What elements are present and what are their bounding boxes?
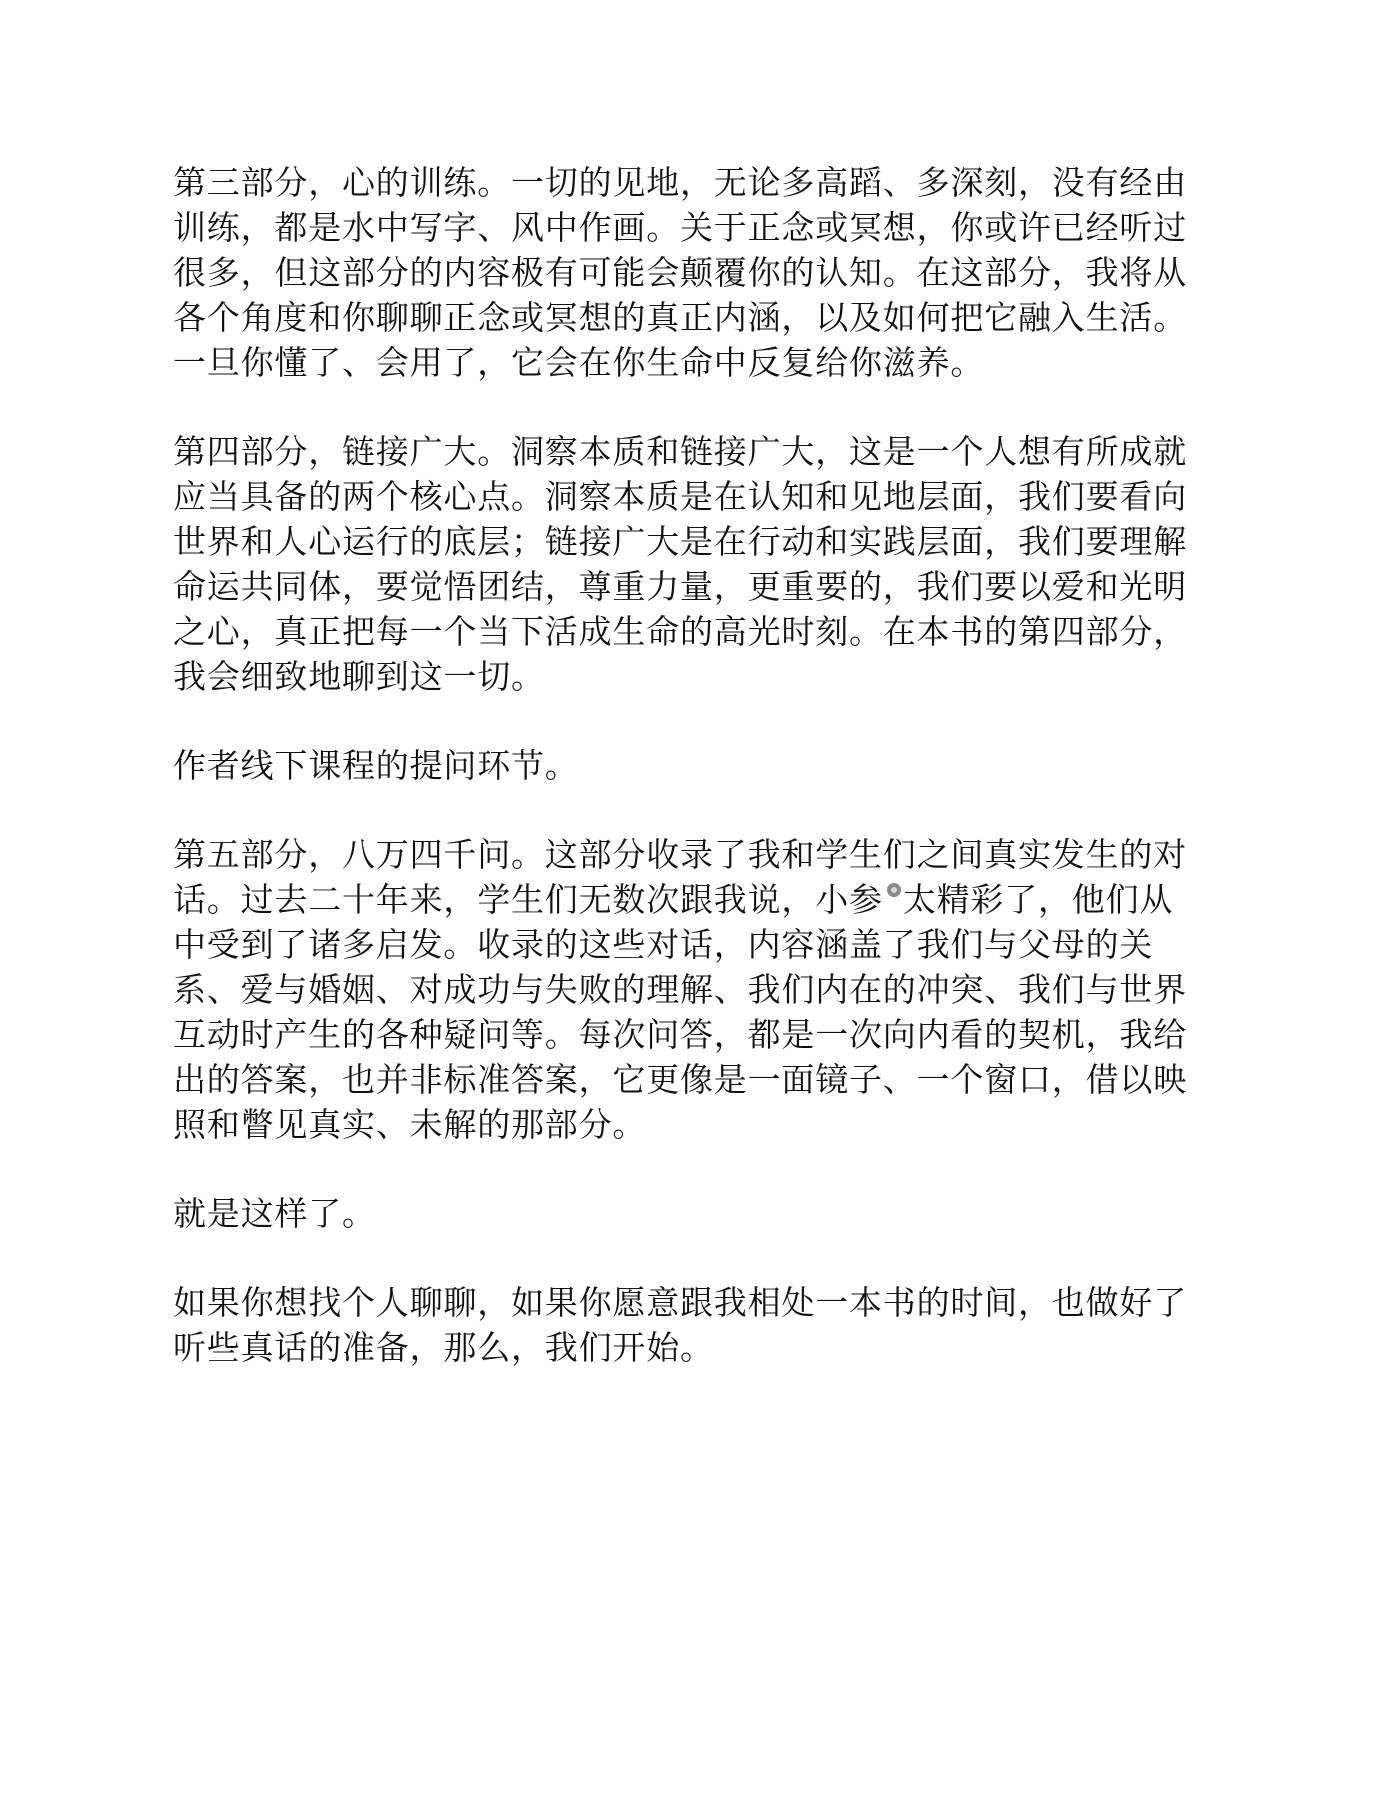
text-line: 互动时产生的各种疑问等。每次问答，都是一次向内看的契机，我给 <box>173 1015 1187 1054</box>
paragraph-that-is-all <box>173 1191 1213 1236</box>
text-line: 如果你想找个人聊聊，如果你愿意跟我相处一本书的时间，也做好了 <box>173 1283 1187 1322</box>
text-line: 很多，但这部分的内容极有可能会颠覆你的认知。在这部分，我将从 <box>173 253 1187 292</box>
text-line: 命运共同体，要觉悟团结，尊重力量，更重要的，我们要以爱和光明 <box>173 567 1187 606</box>
paragraph-caption <box>173 743 1213 788</box>
paragraph-part-four <box>173 429 1213 699</box>
text-line: 作者线下课程的提问环节。 <box>173 746 579 785</box>
paragraph-closing <box>173 1280 1213 1370</box>
text-line: 之心，真正把每一个当下活成生命的高光时刻。在本书的第四部分， <box>173 612 1187 651</box>
text-line: 出的答案，也并非标准答案，它更像是一面镜子、一个窗口，借以映 <box>173 1060 1187 1099</box>
text-line: 系、爱与婚姻、对成功与失败的理解、我们内在的冲突、我们与世界 <box>173 970 1187 1009</box>
text-line: 一旦你懂了、会用了，它会在你生命中反复给你滋养。 <box>173 343 985 382</box>
text-line: 第四部分，链接广大。洞察本质和链接广大，这是一个人想有所成就 <box>173 432 1187 471</box>
text-line: 各个角度和你聊聊正念或冥想的真正内涵，以及如何把它融入生活。 <box>173 298 1187 337</box>
paragraph-part-three <box>173 160 1213 385</box>
text-line: 照和瞥见真实、未解的那部分。 <box>173 1105 647 1144</box>
text-line: 训练，都是水中写字、风中作画。关于正念或冥想，你或许已经听过 <box>173 208 1187 247</box>
text-line: 世界和人心运行的底层；链接广大是在行动和实践层面，我们要理解 <box>173 522 1187 561</box>
text-line: 听些真话的准备，那么，我们开始。 <box>173 1328 714 1367</box>
text-segment: 话。过去二十年来，学生们无数次跟我说，小参 <box>173 880 883 919</box>
text-line: 第五部分，八万四千问。这部分收录了我和学生们之间真实发生的对 <box>173 835 1187 874</box>
text-line: 中受到了诸多启发。收录的这些对话，内容涵盖了我们与父母的关 <box>173 925 1154 964</box>
annotation-marker-icon[interactable] <box>887 883 901 897</box>
paragraph-part-five <box>173 832 1213 1147</box>
text-line: 第三部分，心的训练。一切的见地，无论多高蹈、多深刻，没有经由 <box>173 163 1187 202</box>
text-line: 就是这样了。 <box>173 1194 376 1233</box>
text-segment: 太精彩了，他们从 <box>902 880 1174 919</box>
text-line: 应当具备的两个核心点。洞察本质是在认知和见地层面，我们要看向 <box>173 477 1187 516</box>
text-line-with-mark <box>173 877 1213 922</box>
document-page <box>173 160 1213 1414</box>
text-line: 我会细致地聊到这一切。 <box>173 657 545 696</box>
